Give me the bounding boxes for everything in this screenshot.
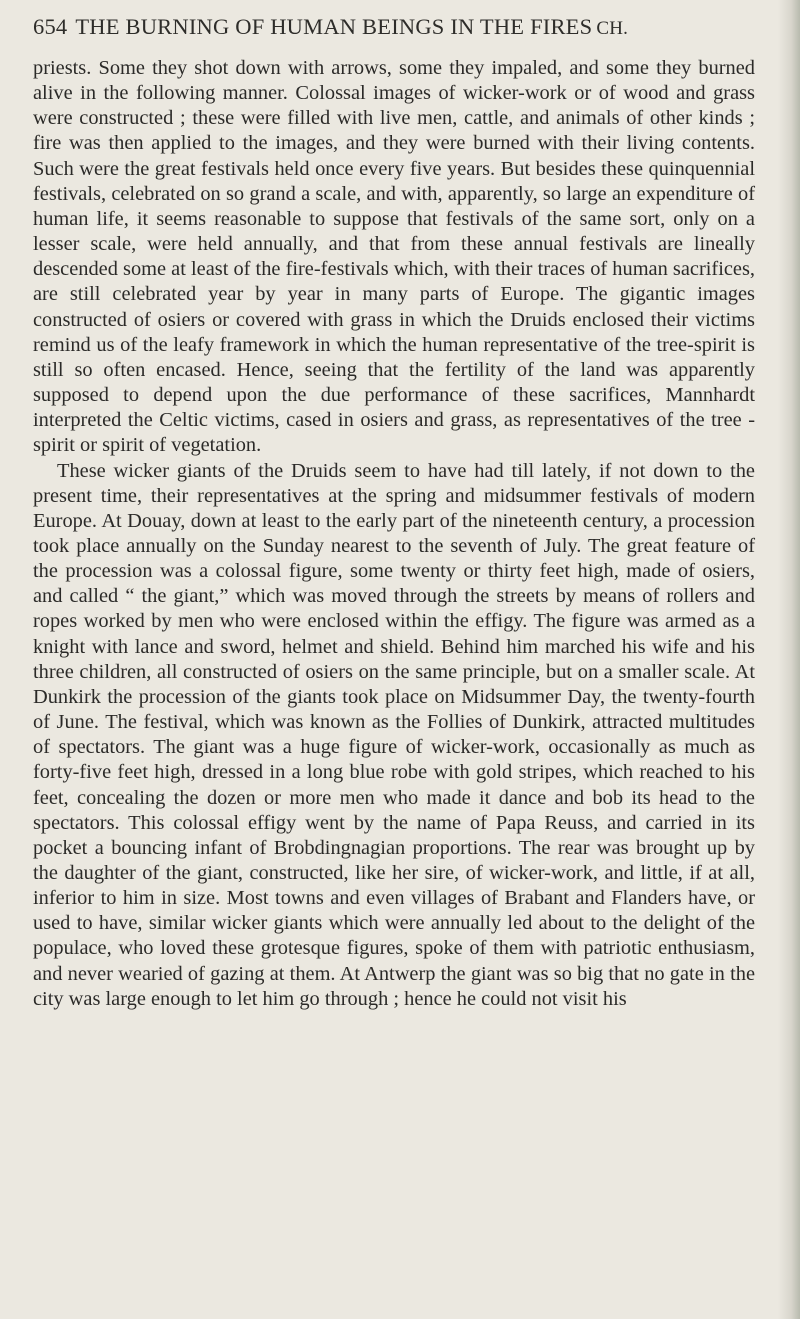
chapter-title: THE BURNING OF HUMAN BEINGS IN THE FIRES <box>75 14 593 39</box>
body-text <box>33 56 755 1012</box>
chapter-abbrev: CH. <box>596 18 629 39</box>
page-number: 654 <box>33 14 68 39</box>
paragraph-1: priests. Some they shot down with arrows, some they impaled, and some they burned alive in the following manner. Colossal images of wicker-work or of wood and grass were constructed ; these were filled with live men, cattle, and animals of other kinds ; fire was then applied to the images, and they were burned with their living contents. Such were the great festivals held once every five years. But besides these quinquennial festivals, celebrated on so grand a scale, and with, apparently, so large an expenditure of human life, it seems reasonable to suppose that festivals of the same sort, only on a lesser scale, were held annually, and that from these annual festivals are lineally descended some at least of the fire-festivals which, with their traces of human sacrifices, are still celebrated year by year in many parts of Europe. The gigantic images constructed of osiers or covered with grass in which the Druids enclosed their victims remind us of the leafy framework in which the human representative of the tree-spirit is still so often encased. Hence, seeing that the fertility of the land was apparently supposed to depend upon the due performance of these sacrifices, Mannhardt interpreted the Celtic victims, cased in osiers and grass, as representatives of the tree - spirit or spirit of vegetation. <box>33 57 755 457</box>
running-head <box>33 14 773 40</box>
page-edge-shadow <box>778 0 800 1319</box>
paragraph-2: These wicker giants of the Druids seem to have had till lately, if not down to the present time, their representatives at the spring and midsummer festivals of modern Europe. At Douay, down at least to the early part of the nineteenth century, a procession took place annually on the Sunday nearest to the seventh of July. The great feature of the procession was a colossal figure, some twenty or thirty feet high, made of osiers, and called “ the giant,” which was moved through the streets by means of rollers and ropes worked by men who were enclosed within the effigy. The figure was armed as a knight with lance and sword, helmet and shield. Behind him marched his wife and his three children, all constructed of osiers on the same principle, but on a smaller scale. At Dunkirk the procession of the giants took place on Midsummer Day, the twenty-fourth of June. The festival, which was known as the Follies of Dunkirk, attracted multitudes of spectators. The giant was a huge figure of wicker-work, occasionally as much as forty-five feet high, dressed in a long blue robe with gold stripes, which reached to his feet, concealing the dozen or more men who made it dance and bob its head to the spectators. This colossal effigy went by the name of Papa Reuss, and carried in its pocket a bouncing infant of Brobdingnagian proportions. The rear was brought up by the daughter of the giant, constructed, like her sire, of wicker-work, and little, if at all, inferior to him in size. Most towns and even villages of Brabant and Flanders have, or used to have, similar wicker giants which were annually led about to the delight of the populace, who loved these grotesque figures, spoke of them with patriotic enthusiasm, and never wearied of gazing at them. At Antwerp the giant was so big that no gate in the city was large enough to let him go through ; hence he could not visit his <box>33 459 755 1010</box>
